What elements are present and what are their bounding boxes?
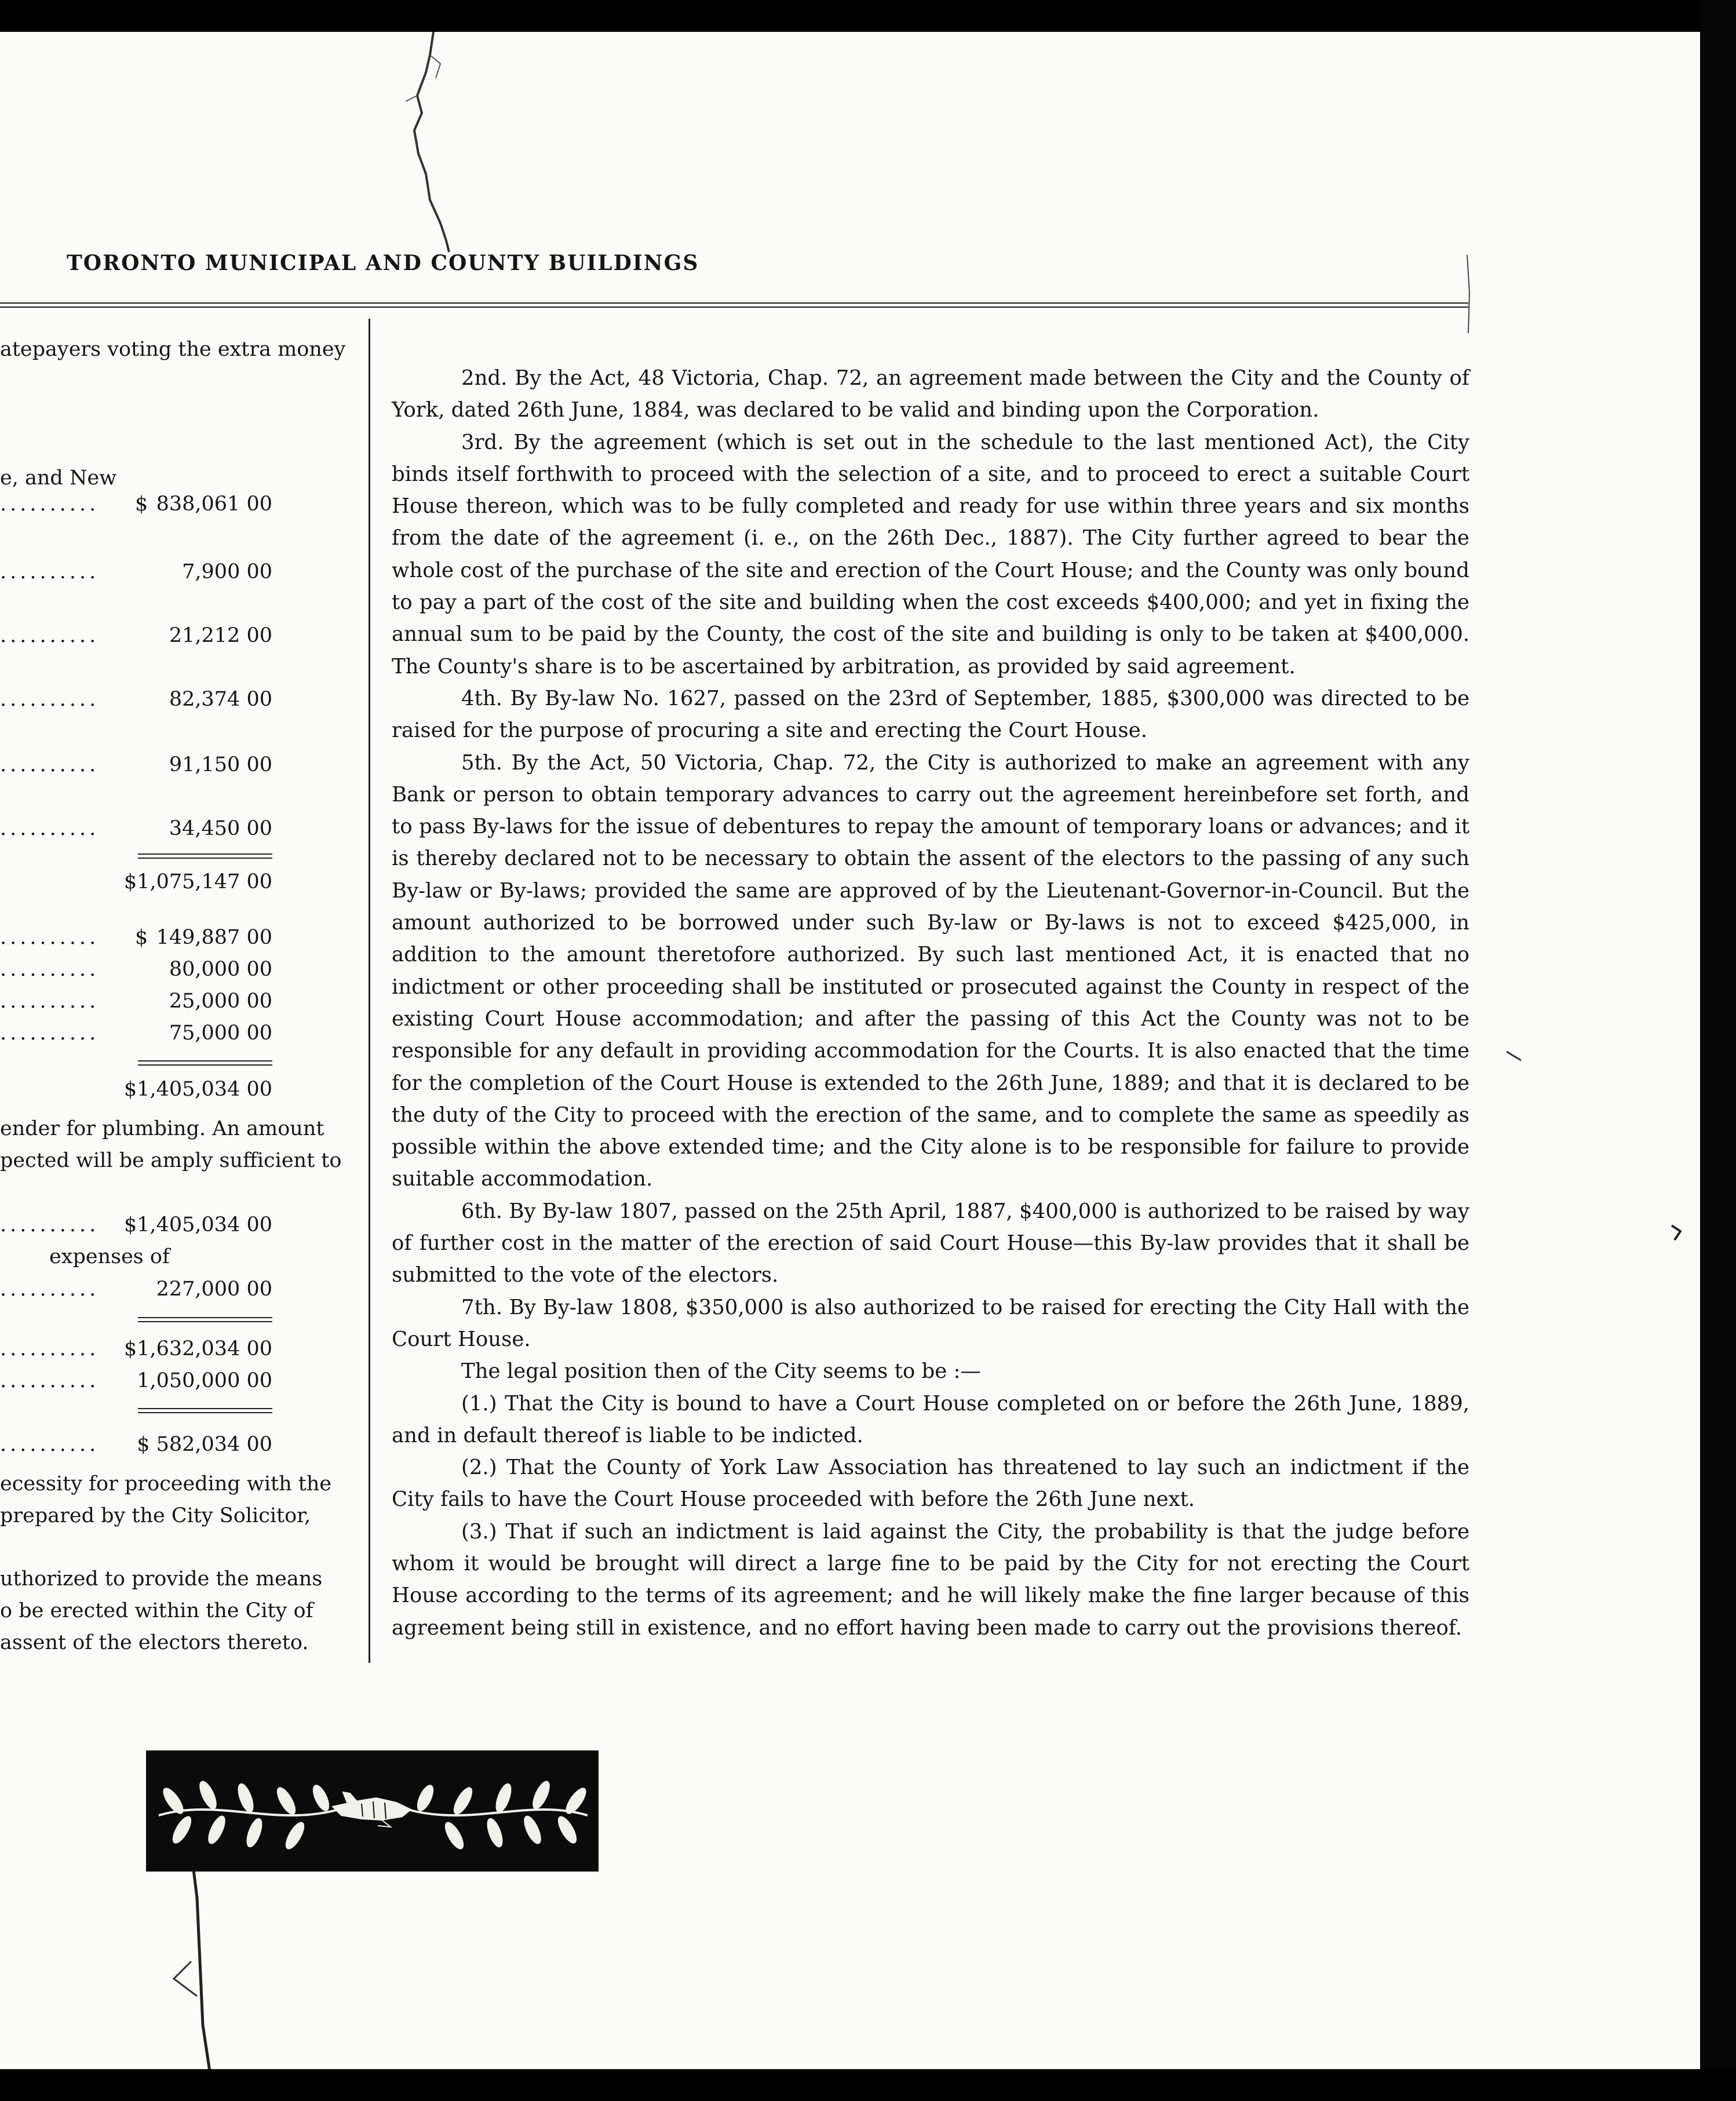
leader-dots: .......... [0,1433,100,1456]
sum-rule [138,1412,272,1413]
paragraph: (2.) That the County of York Law Association has threatened to lay such an indictment if the City fails to have the Court House proceeded with before the 26th June next. [392,1456,1469,1512]
leader-dots: .......... [0,753,100,776]
scan-border-bottom [0,2069,1736,2101]
amount-value: 34,450 00 [169,817,272,840]
leader-dots: .......... [0,1278,100,1301]
header-rule [0,302,1468,304]
paragraph-line: prepared by the City Solicitor, [0,1504,311,1527]
total-value: $1,405,034 00 [123,1213,272,1236]
header-rule [0,307,1468,308]
paragraph: 5th. By the Act, 50 Victoria, Chap. 72, the City is authorized to make an agreement with any Bank or person to obtain temporary advances to carry out the agreement hereinbefore set forth, and to pass By-laws for the issue of debentures to repay the amount of temporary loans or advances; and it is thereby declared not to be necessary to obtain the assent of the electors to the passing of any such By-law or By-laws; provided the same are approved of by the Lieutenant-Governor-in-Council. But the amount authorized to be borrowed under such By-law or By-laws is not to exceed $425,000, in addition to the amount theretofore authorized. By such last mentioned Act, it is enacted that no indictment or other proceeding shall be instituted or prosecuted against the County in respect of the existing Court House accommodation; and after the passing of this Act the County was not to be responsible for any default in providing accommodation for the Courts. It is also enacted that the time for the completion of the Court House is extended to the 26th June, 1889; and that it is declared to be the duty of the City to proceed with the erection of the same, and to complete the same as speedily as possible within the above extended time; and the City alone is to be responsible for failure to provide suitable accommodation. [392,750,1469,1191]
leader-dots: .......... [0,1213,100,1236]
amount-value: 91,150 00 [169,753,272,776]
paragraph: 4th. By By-law No. 1627, passed on the 23rd of September, 1885, $300,000 was directed to be raised for the purpose of procuring a site and erecting the Court House. [392,686,1469,743]
paragraph: 6th. By By-law 1807, passed on the 25th April, 1887, $400,000 is authorized to be raised by way of further cost in the matter of the erection of said Court House—this By-law provides that it shall be submitted to the vote of the electors. [392,1199,1469,1287]
page-header-title: TORONTO MUNICIPAL AND COUNTY BUILDINGS [67,251,699,275]
paragraph-line: uthorized to provide the means [0,1567,323,1591]
leader-dots: .......... [0,624,100,647]
amount-value: 21,212 00 [169,624,272,647]
right-column [392,362,1469,1644]
paragraph-line: o be erected within the City of [0,1599,313,1622]
amount-value: 82,374 00 [169,688,272,711]
amount-value: 7,900 00 [182,560,272,583]
amount-value: 227,000 00 [156,1278,272,1301]
deduction-value: 1,050,000 00 [137,1369,272,1392]
amount-value: 838,061 00 [156,493,272,516]
amount-value: 25,000 00 [169,990,272,1013]
paragraph: 7th. By By-law 1808, $350,000 is also authorized to be raised for erecting the City Hall with the Court House. [392,1295,1469,1351]
paragraph: (1.) That the City is bound to have a Court House completed on or before the 26th June, 1889, and in default thereof is liable to be indicted. [392,1391,1469,1447]
leader-dots: .......... [0,560,100,583]
paragraph: The legal position then of the City seems to be :— [461,1359,981,1384]
paragraph: (3.) That if such an indictment is laid against the City, the probability is that the judge before whom it would be brought will direct a large fine to be paid by the City for not erecting the Court House according to the terms of its agreement; and he will likely make the fine larger because of this agreement being still in existence, and no effort having been made to carry out the provisions thereof. [392,1519,1469,1640]
leader-dots: .......... [0,1337,100,1360]
leader-dots: .......... [0,1022,100,1045]
sum-rule [138,1317,272,1318]
leader-dots: .......... [0,817,100,840]
amount-value: 149,887 00 [156,926,272,949]
total-value: $1,405,034 00 [123,1078,272,1101]
sum-rule [138,1321,272,1322]
column-divider [369,319,370,1663]
leader-dots: .......... [0,990,100,1013]
sum-rule [138,1408,272,1409]
paragraph: 3rd. By the agreement (which is set out in the schedule to the last mentioned Act), the City binds itself forthwith to proceed with the selection of a site, and to proceed to erect a suitable Court House thereon, which was to be fully completed and ready for use within three years and six months from the date of the agreement (i. e., on the 26th Dec., 1887). The City further agreed to bear the whole cost of the purchase of the site and erection of the Court House; and the County was only bound to pay a part of the cost of the site and building when the cost exceeds $400,000; and yet in fixing the annual sum to be paid by the County, the cost of the site and building is only to be taken at $400,000. The County's share is to be ascertained by arbitration, as provided by said agreement. [392,430,1469,679]
paragraph-line: ecessity for proceeding with the [0,1472,332,1495]
paragraph-line: pected will be amply sufficient to [0,1149,342,1172]
sum-rule [138,1064,272,1066]
document-page [0,32,1700,2101]
sum-rule [138,853,272,855]
leader-dots: .......... [0,688,100,711]
expenses-label: expenses of [49,1245,170,1268]
subtotal-value: $1,075,147 00 [123,870,272,893]
paragraph-line: assent of the electors thereto. [0,1631,309,1654]
paragraph: 2nd. By the Act, 48 Victoria, Chap. 72, an agreement made between the City and the County of York, dated 26th June, 1884, was declared to be valid and binding upon the Corporation. [392,366,1469,422]
intro-line: atepayers voting the extra money [0,338,346,361]
currency-sign: $ [135,926,148,949]
amount-value: 75,000 00 [169,1022,272,1045]
scan-border-right [1700,0,1736,2101]
leader-dots: .......... [0,926,100,949]
subhead-line: e, and New [0,466,117,490]
leader-dots: .......... [0,493,100,516]
sum-rule [138,1060,272,1062]
sum-rule [138,858,272,859]
currency-sign: $ [135,493,148,516]
leader-dots: .......... [0,1369,100,1392]
leader-dots: .......... [0,958,100,981]
paragraph-line: ender for plumbing. An amount [0,1117,324,1140]
total-value: $1,632,034 00 [123,1337,272,1360]
clasped-hands-laurel-icon [146,1750,599,1872]
amount-value: 80,000 00 [169,958,272,981]
balance-value: $ 582,034 00 [137,1433,272,1456]
